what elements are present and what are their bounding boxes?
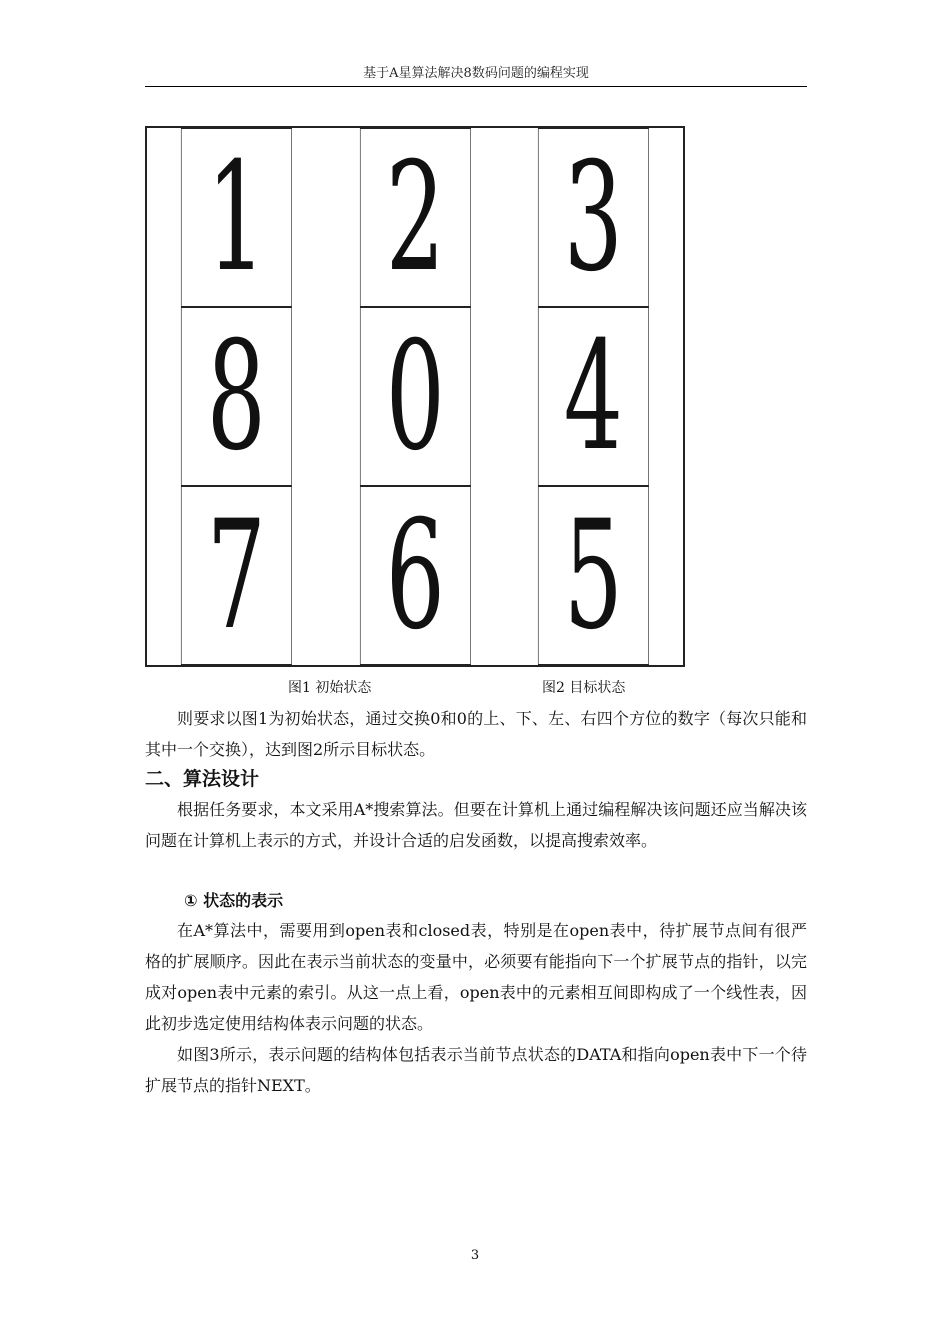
figure-captions <box>0 678 950 698</box>
figure-1-caption: 图1 初始状态 <box>288 680 372 696</box>
puzzle-cell: 5 <box>538 486 649 665</box>
puzzle-cell: 0 <box>360 307 471 486</box>
subsection-title: ① 状态的表示 <box>184 891 284 910</box>
paragraph-state-representation: 在A*算法中，需要用到open表和closed表，特别是在open表中，待扩展节点间有很严格的扩展顺序。因此在表示当前状态的变量中，必须要有能指向下一个扩展节点的指针，以完成对open表中元素的索引。从这一点上看，open表中的元素相互间即构成了一个线性表，因此初步选定使用结构体表示问题的状态。 <box>145 921 807 1033</box>
puzzle-cell: 8 <box>181 307 292 486</box>
paragraph-intro: 则要求以图1为初始状态，通过交换0和0的上、下、左、右四个方位的数字（每次只能和其中一个交换），达到图2所示目标状态。 <box>145 709 807 759</box>
page-header: 基于A星算法解决8数码问题的编程实现 <box>363 66 589 81</box>
puzzle-cell: 4 <box>538 307 649 486</box>
header-rule <box>145 86 807 87</box>
figure-2-caption: 图2 目标状态 <box>542 680 626 696</box>
puzzle-cell: 3 <box>538 128 649 307</box>
puzzle-grid <box>145 126 685 667</box>
paragraph-algorithm: 根据任务要求，本文采用A*搜索算法。但要在计算机上通过编程解决该问题还应当解决该问题在计算机上表示的方式，并设计合适的启发函数，以提高搜索效率。 <box>145 800 807 850</box>
puzzle-cell: 2 <box>360 128 471 307</box>
puzzle-cell: 7 <box>181 486 292 665</box>
puzzle-cell: 1 <box>181 128 292 307</box>
section-title: 二、算法设计 <box>145 768 260 790</box>
page-number: 3 <box>470 1248 480 1263</box>
paragraph-structure: 如图3所示，表示问题的结构体包括表示当前节点状态的DATA和指向open表中下一个待扩展节点的指针NEXT。 <box>145 1045 807 1095</box>
puzzle-cell: 6 <box>360 486 471 665</box>
